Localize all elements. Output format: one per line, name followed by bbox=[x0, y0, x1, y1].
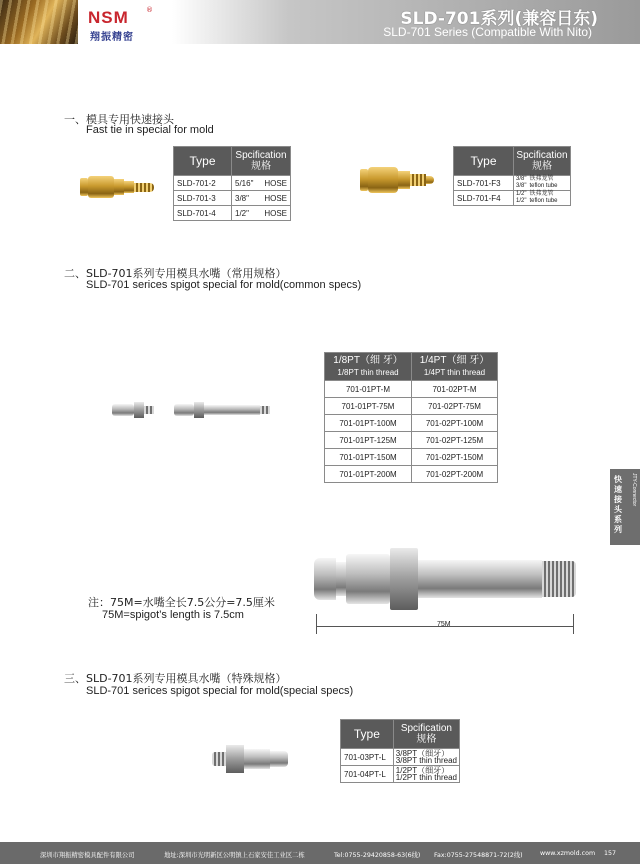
model-cell: 701-01PT-150M bbox=[325, 449, 412, 466]
size-a: 1/2" bbox=[516, 191, 527, 197]
header-spec-en: Spcification bbox=[235, 150, 287, 161]
page-title: SLD-701系列(兼容日东) bbox=[400, 9, 598, 29]
table-row bbox=[454, 176, 571, 191]
header-product-photo bbox=[0, 0, 78, 44]
header-col2-en: 1/4PT thin thread bbox=[423, 367, 486, 377]
brand-name-cn: 翔振精密 bbox=[90, 32, 134, 43]
header-type: Type bbox=[341, 720, 394, 749]
header-band bbox=[172, 0, 640, 44]
header-col1-en: 1/8PT thin thread bbox=[337, 367, 399, 377]
special-spigot-photo bbox=[212, 745, 288, 773]
brand-logo bbox=[80, 4, 170, 42]
model-cell: 701-01PT-75M bbox=[325, 398, 412, 415]
spec-cell bbox=[232, 206, 291, 221]
model-cell: 701-01PT-M bbox=[325, 381, 412, 398]
table-row bbox=[325, 415, 498, 432]
page-number: 157 bbox=[604, 850, 617, 857]
steel-spigot-set-photo bbox=[112, 401, 270, 419]
header-spec-cn: 规格 bbox=[532, 161, 552, 172]
logo-text: NSM bbox=[88, 8, 129, 27]
section1-title-cn: 一、模具专用快速接头 bbox=[64, 113, 174, 126]
table-hose-couplers bbox=[173, 146, 291, 221]
desc-en: teflon tube bbox=[529, 198, 558, 204]
table-teflon-couplers bbox=[453, 146, 571, 206]
table-row bbox=[325, 398, 498, 415]
header-col2-cn: 1/4PT（细 牙） bbox=[419, 354, 490, 366]
note-cn: 注：75M=水嘴全长7.5公分=7.5厘米 bbox=[88, 596, 275, 609]
spec-cell bbox=[514, 176, 571, 191]
header-spec-en: Spcification bbox=[516, 150, 568, 161]
page-header bbox=[0, 0, 640, 44]
desc-cn: 铁弗龙管 bbox=[529, 191, 554, 197]
section2-title-en: SLD-701 serices spigot special for mold(common specs) bbox=[86, 279, 362, 291]
spec-en: 3/8PT thin thread bbox=[395, 756, 457, 765]
table-row bbox=[325, 381, 498, 398]
footer-tel: Tel:0755-29420858-63(6线) bbox=[334, 852, 421, 859]
table-row bbox=[341, 749, 460, 766]
table-row bbox=[341, 766, 460, 783]
header-spec bbox=[232, 147, 291, 176]
table-row bbox=[174, 176, 291, 191]
footer-company: 深圳市翔振精密模具配件有限公司 bbox=[40, 852, 135, 859]
type-cell: SLD-701-2 bbox=[174, 176, 232, 191]
type-cell: SLD-701-F4 bbox=[454, 191, 514, 206]
table-row bbox=[454, 191, 571, 206]
model-cell: 701-02PT-150M bbox=[412, 449, 498, 466]
header-spec-en: Spcification bbox=[400, 723, 452, 734]
model-cell: 701-01PT-100M bbox=[325, 415, 412, 432]
table-row bbox=[325, 449, 498, 466]
table-row bbox=[325, 432, 498, 449]
size-value: 3/8" bbox=[235, 193, 249, 203]
spec-cell bbox=[393, 749, 459, 766]
spec-cell bbox=[232, 191, 291, 206]
header-col1 bbox=[325, 353, 412, 381]
spec-en: 1/2PT thin thread bbox=[395, 773, 457, 782]
header-spec bbox=[514, 147, 571, 176]
model-cell: 701-02PT-M bbox=[412, 381, 498, 398]
registered-mark: ® bbox=[146, 6, 153, 14]
type-cell: 701-04PT-L bbox=[341, 766, 394, 783]
footer-address: 地址:深圳市光明新区公明镇上石家安佳工业区二栋 bbox=[164, 852, 305, 859]
section2-title-cn: 二、SLD-701系列专用模具水嘴（常用规格） bbox=[64, 267, 287, 280]
kind-value: HOSE bbox=[264, 208, 287, 218]
table-row bbox=[174, 206, 291, 221]
size-b: 1/2" bbox=[516, 198, 527, 204]
model-cell: 701-01PT-200M bbox=[325, 466, 412, 483]
model-cell: 701-01PT-125M bbox=[325, 432, 412, 449]
model-cell: 701-02PT-125M bbox=[412, 432, 498, 449]
kind-value: HOSE bbox=[264, 193, 287, 203]
spigot-75m-photo bbox=[314, 548, 578, 610]
dimension-tick-right bbox=[573, 614, 574, 634]
size-value: 1/2" bbox=[235, 208, 249, 218]
table-row bbox=[325, 466, 498, 483]
spec-cell bbox=[514, 191, 571, 206]
type-cell: 701-03PT-L bbox=[341, 749, 394, 766]
model-cell: 701-02PT-100M bbox=[412, 415, 498, 432]
section1-title-en: Fast tie in special for mold bbox=[86, 124, 214, 136]
spec-cell bbox=[393, 766, 459, 783]
footer-website[interactable]: www.xzmold.com bbox=[540, 850, 596, 857]
section3-title-cn: 三、SLD-701系列专用模具水嘴（特殊规格） bbox=[64, 672, 287, 685]
table-common-spigots bbox=[324, 352, 498, 483]
header-type: Type bbox=[454, 147, 514, 176]
footer-fax: Fax:0755-27548871-72(2线) bbox=[434, 852, 523, 859]
header-spec-cn: 规格 bbox=[251, 161, 271, 172]
header-spec bbox=[393, 720, 459, 749]
model-cell: 701-02PT-200M bbox=[412, 466, 498, 483]
type-cell: SLD-701-F3 bbox=[454, 176, 514, 191]
type-cell: SLD-701-4 bbox=[174, 206, 232, 221]
model-cell: 701-02PT-75M bbox=[412, 398, 498, 415]
spec-cn: 3/8PT（细牙） bbox=[395, 749, 450, 758]
side-tab-label-en: JTY-Connector bbox=[631, 473, 637, 507]
desc-en: teflon tube bbox=[529, 183, 558, 189]
kind-value: HOSE bbox=[264, 178, 287, 188]
size-value: 5/16" bbox=[235, 178, 254, 188]
header-spec-cn: 规格 bbox=[416, 734, 437, 745]
side-tab-label-cn: 快速接头系列 bbox=[614, 475, 622, 534]
type-cell: SLD-701-3 bbox=[174, 191, 232, 206]
size-b: 3/8" bbox=[516, 183, 527, 189]
size-a: 3/8" bbox=[516, 176, 527, 182]
brass-teflon-coupler-photo bbox=[360, 166, 434, 194]
spec-cn: 1/2PT（细牙） bbox=[395, 766, 450, 775]
header-col2 bbox=[412, 353, 498, 381]
note-en: 75M=spigot’s length is 7.5cm bbox=[102, 609, 244, 621]
section3-title-en: SLD-701 serices spigot special for mold(special specs) bbox=[86, 685, 354, 697]
header-col1-cn: 1/8PT（细 牙） bbox=[333, 354, 403, 366]
table-row bbox=[174, 191, 291, 206]
page-footer bbox=[0, 842, 640, 864]
brass-coupler-photo bbox=[80, 174, 156, 200]
desc-cn: 铁弗龙管 bbox=[529, 176, 554, 182]
header-type: Type bbox=[174, 147, 232, 176]
dimension-tick-left bbox=[316, 614, 317, 634]
spec-cell bbox=[232, 176, 291, 191]
table-special-spigots bbox=[340, 719, 460, 783]
side-category-tab[interactable] bbox=[610, 469, 640, 545]
page-subtitle: SLD-701 Series (Compatible With Nito) bbox=[383, 25, 592, 39]
dimension-label: 75M bbox=[437, 621, 451, 628]
